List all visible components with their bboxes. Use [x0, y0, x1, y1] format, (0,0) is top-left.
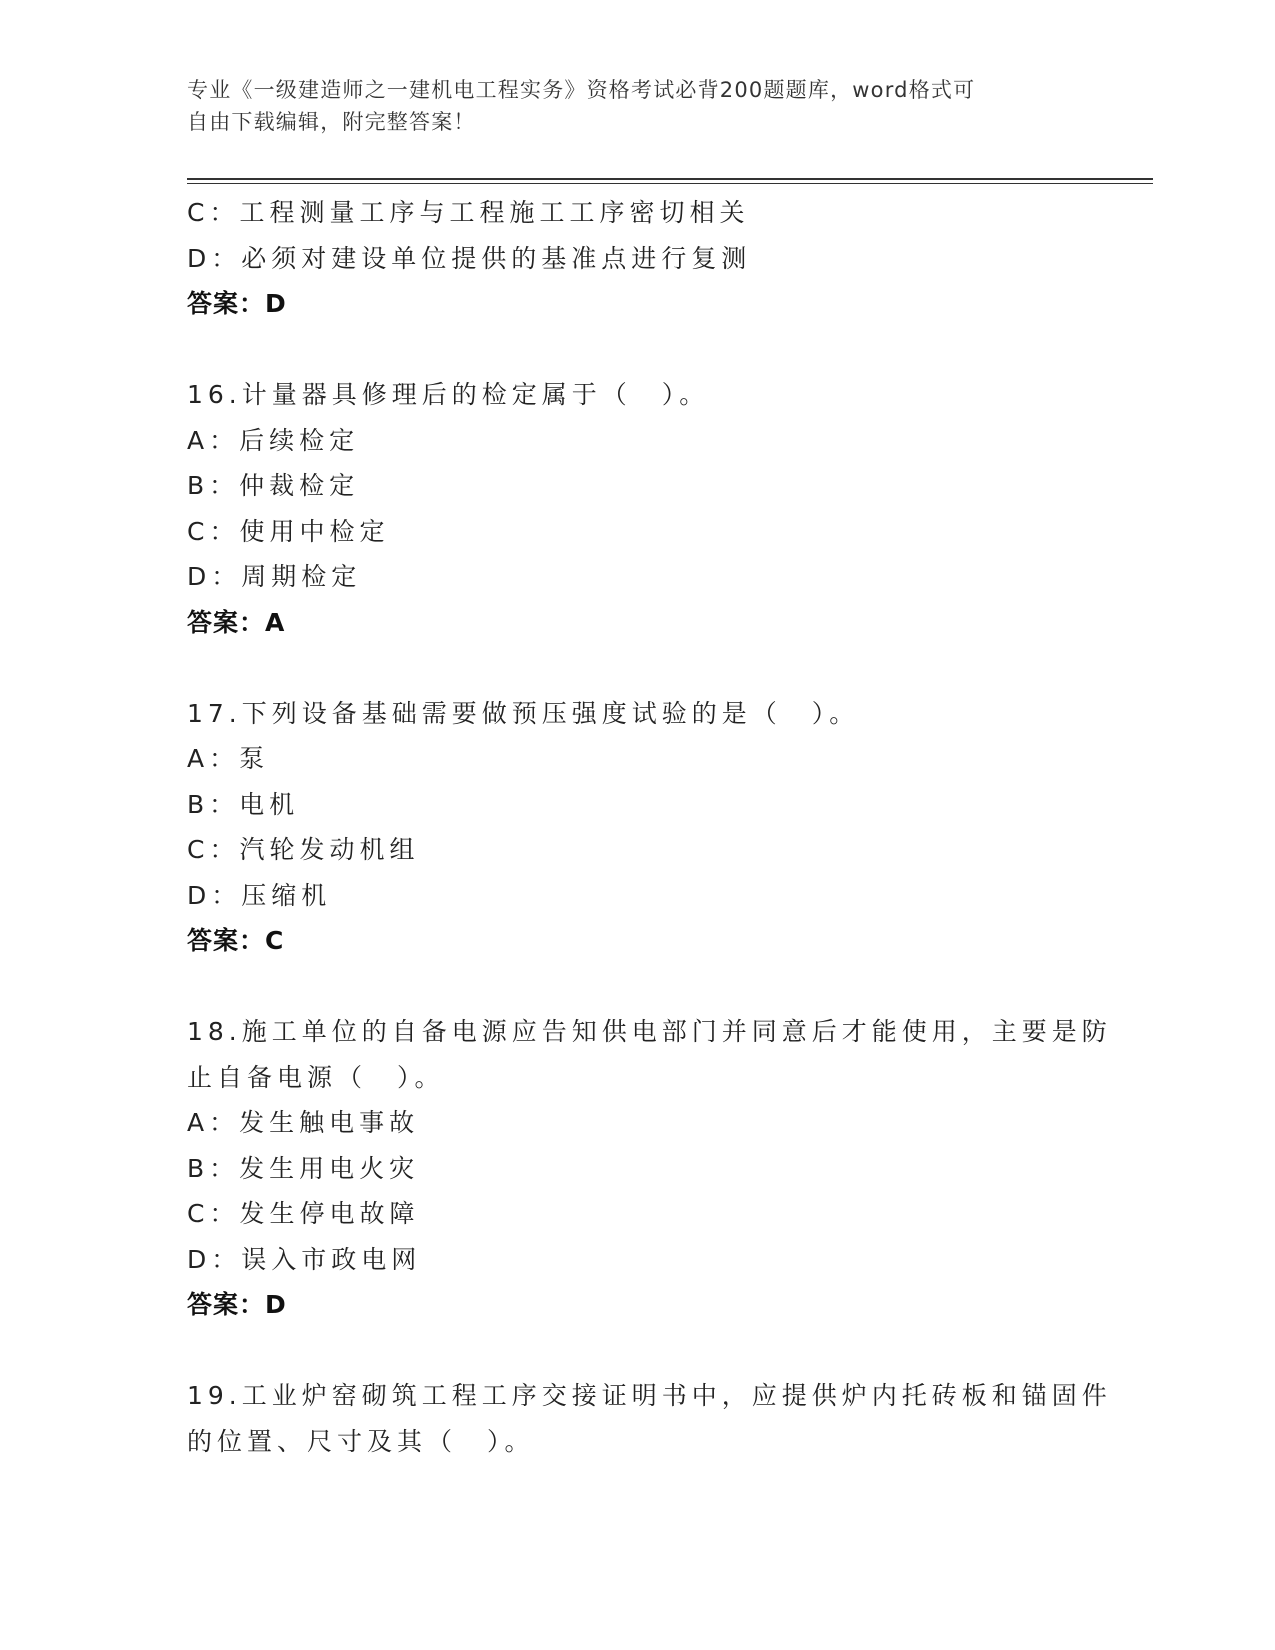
header-rule-thin — [187, 183, 1153, 184]
q15-option-c: C：工程测量工序与工程施工工序密切相关 — [187, 198, 750, 227]
document-header — [187, 74, 1067, 138]
q18-question-line-2: 止自备电源（ ）。 — [187, 1062, 445, 1092]
header-rule-thick — [187, 178, 1153, 180]
q17-option-c: C：汽轮发动机组 — [187, 835, 420, 864]
spacer — [187, 327, 1087, 373]
spacer — [187, 1328, 1087, 1374]
q17-option-d: D：压缩机 — [187, 880, 332, 910]
q16-question: 16.计量器具修理后的检定属于（ ）。 — [187, 380, 710, 409]
q16-answer: 答案：A — [187, 607, 286, 637]
spacer — [187, 964, 1087, 1010]
q18-option-d: D：误入市政电网 — [187, 1244, 422, 1274]
q15-option-d: D：必须对建设单位提供的基准点进行复测 — [187, 243, 752, 273]
q18-answer: 答案：D — [187, 1290, 287, 1319]
q16-option-d: D：周期检定 — [187, 562, 362, 591]
q17-option-b: B：电机 — [187, 789, 300, 819]
q17-answer: 答案：C — [187, 926, 285, 955]
header-line-1: 专业《一级建造师之一建机电工程实务》资格考试必背200题题库，word格式可 — [187, 78, 976, 102]
q16-option-c: C：使用中检定 — [187, 516, 390, 546]
q18-option-a: A：发生触电事故 — [187, 1108, 420, 1137]
q17-option-a: A：泵 — [187, 744, 270, 773]
document-body — [187, 190, 1112, 1464]
q18-option-b: B：发生用电火灾 — [187, 1153, 420, 1183]
q19-question-line-2: 的位置、尺寸及其（ ）。 — [187, 1426, 535, 1456]
q16-option-b: B：仲裁检定 — [187, 471, 360, 500]
q16-option-a: A：后续检定 — [187, 425, 360, 455]
spacer — [187, 645, 1087, 691]
q18-option-c: C：发生停电故障 — [187, 1199, 420, 1228]
q15-answer: 答案：D — [187, 289, 287, 318]
q17-question: 17.下列设备基础需要做预压强度试验的是（ ）。 — [187, 698, 860, 728]
header-line-2: 自由下载编辑，附完整答案！ — [187, 110, 476, 134]
q19-question-line-1: 19.工业炉窑砌筑工程工序交接证明书中，应提供炉内托砖板和锚固件 — [187, 1381, 1112, 1410]
q18-question-line-1: 18.施工单位的自备电源应告知供电部门并同意后才能使用，主要是防 — [187, 1017, 1112, 1046]
